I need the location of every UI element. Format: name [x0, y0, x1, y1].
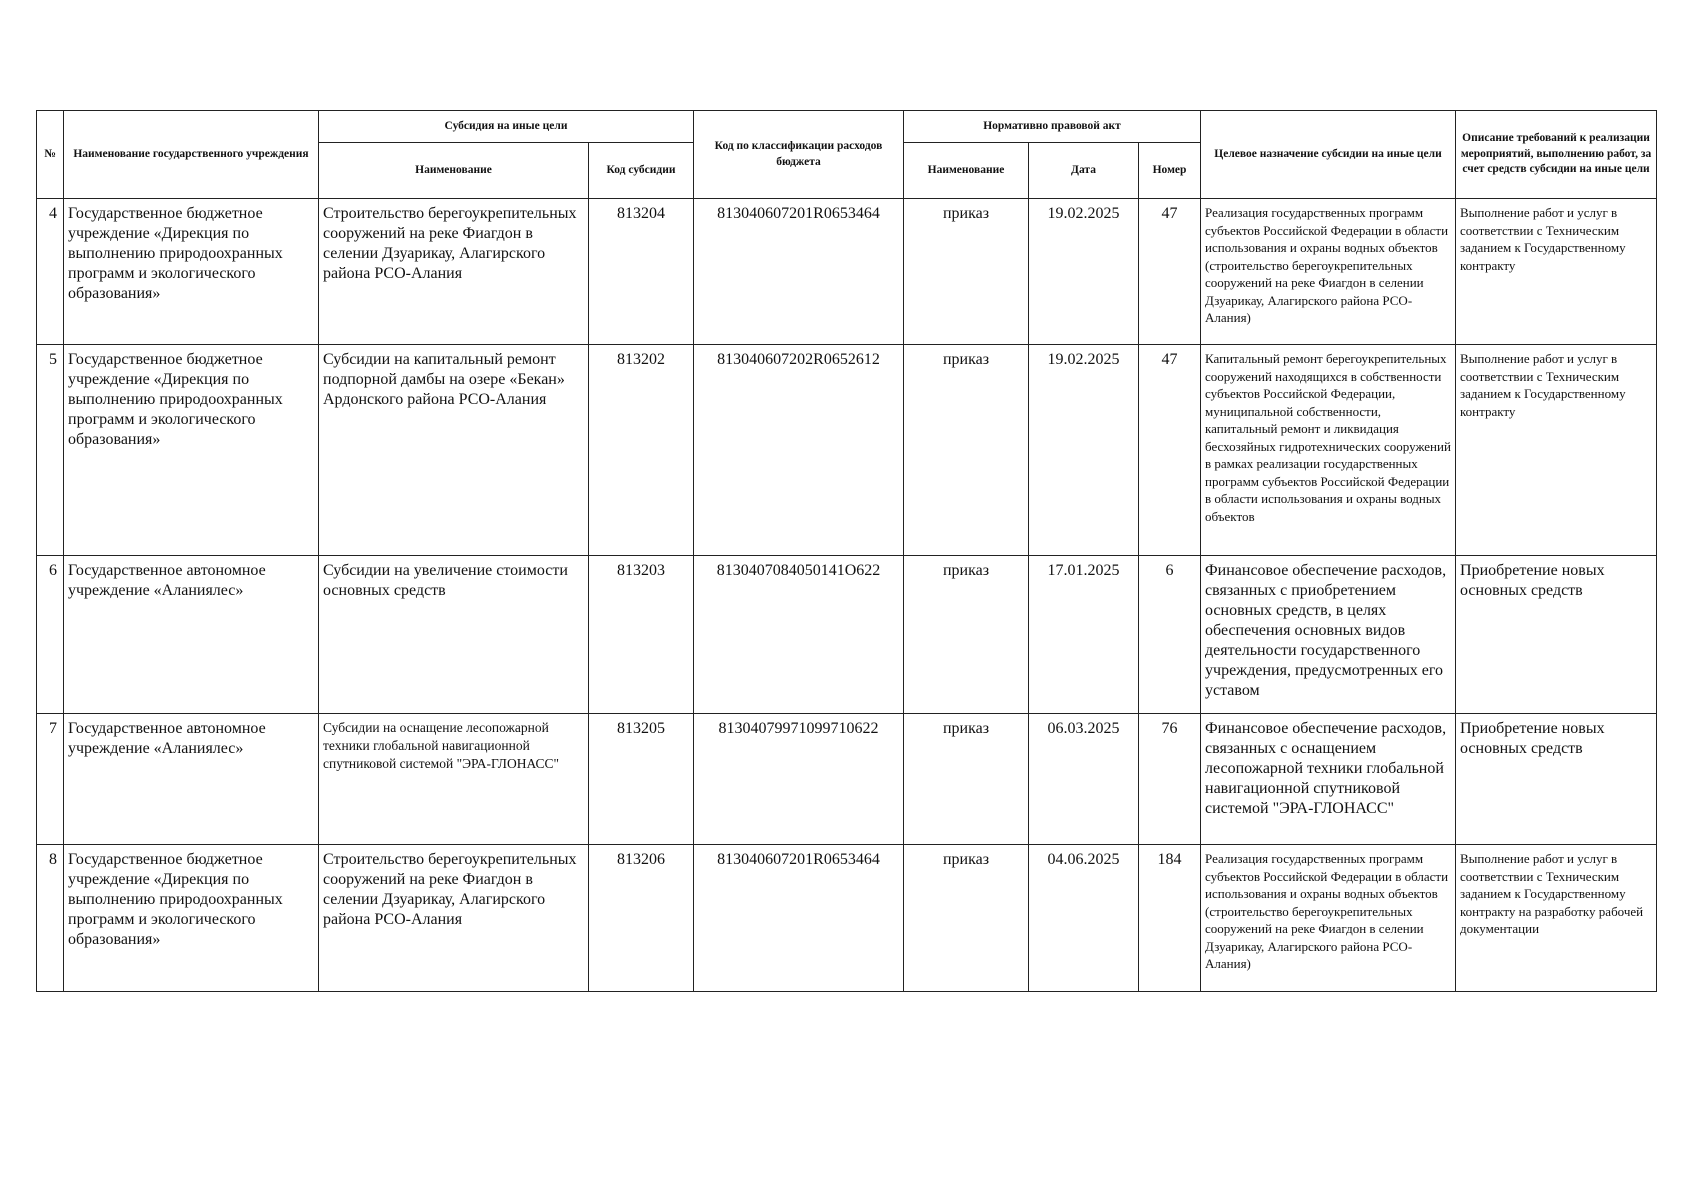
institution-name: Государственное бюджетное учреждение «Дирекция по выполнению природоохранных программ и экологического образования» — [68, 205, 283, 302]
header-row-top — [37, 111, 1657, 143]
act-name: приказ — [942, 851, 990, 868]
row-number: 8 — [49, 851, 57, 868]
header-act-number: Номер — [1139, 143, 1201, 199]
subsidy-name: Субсидии на увеличение стоимости основных средств — [323, 562, 568, 599]
header-requirements: Описание требований к реализации мероприятий, выполнению работ, за счет средств субсидии на иные цели — [1456, 111, 1657, 199]
budget-code: 813040607202R0652612 — [717, 351, 880, 368]
subsidy-code: 813203 — [617, 562, 665, 579]
purpose-text: Финансовое обеспечение расходов, связанных с оснащением лесопожарной техники глобальной навигационной спутниковой системой "ЭРА-ГЛОНАСС" — [1205, 720, 1447, 817]
act-name: приказ — [942, 562, 990, 579]
row-number: 7 — [49, 720, 57, 737]
subsidy-code: 813205 — [617, 720, 665, 737]
requirements-text: Выполнение работ и услуг в соответствии с Техническим заданием к Государственному контракту — [1460, 205, 1626, 273]
subsidy-code: 813204 — [617, 205, 665, 222]
act-date: 19.02.2025 — [1047, 351, 1120, 368]
act-number: 76 — [1161, 720, 1178, 737]
act-name: приказ — [942, 351, 990, 368]
subsidy-table — [36, 110, 1657, 992]
table-row — [37, 714, 1657, 845]
subsidy-name: Строительство берегоукрепительных сооружений на реке Фиагдон в селении Дзуарикау, Алагирского района РСО-Алания — [323, 205, 577, 282]
subsidy-name: Субсидии на капитальный ремонт подпорной дамбы на озере «Бекан» Ардонского района РСО-Алания — [323, 351, 565, 408]
requirements-text: Выполнение работ и услуг в соответствии с Техническим заданием к Государственному контракту на разработку рабочей документации — [1460, 851, 1644, 937]
budget-code: 813040607201R0653464 — [717, 851, 880, 868]
row-number: 6 — [49, 562, 57, 579]
subsidy-code: 813202 — [617, 351, 665, 368]
institution-name: Государственное автономное учреждение «Аланиялес» — [68, 720, 266, 757]
purpose-text: Капитальный ремонт берегоукрепительных сооружений находящихся в собственности субъектов Российской Федерации, муниципальной собственности, капитальный ремонт и ликвидация бесхозяйных гидротехнических сооружений в рамках реализации государственных программ субъектов Российской Федерации в области использования и охраны водных объектов — [1205, 351, 1451, 524]
table-row — [37, 845, 1657, 992]
table-row — [37, 345, 1657, 556]
header-subsidy-group: Субсидия на иные цели — [319, 111, 694, 143]
header-purpose: Целевое назначение субсидии на иные цели — [1201, 111, 1456, 199]
act-date: 04.06.2025 — [1047, 851, 1120, 868]
table-row — [37, 556, 1657, 714]
act-date: 06.03.2025 — [1047, 720, 1120, 737]
act-name: приказ — [942, 205, 990, 222]
row-number: 4 — [49, 205, 57, 222]
act-date: 17.01.2025 — [1047, 562, 1120, 579]
budget-code: 81304079971099710622 — [718, 720, 879, 737]
act-number: 184 — [1157, 851, 1182, 868]
subsidy-name: Субсидии на оснащение лесопожарной техники глобальной навигационной спутниковой системой "ЭРА-ГЛОНАСС" — [323, 720, 560, 772]
act-number: 6 — [1165, 562, 1174, 579]
header-institution: Наименование государственного учреждения — [64, 111, 319, 199]
header-subsidy-name: Наименование — [319, 143, 589, 199]
act-number: 47 — [1161, 205, 1178, 222]
header-act-date: Дата — [1029, 143, 1139, 199]
subsidy-name: Строительство берегоукрепительных сооружений на реке Фиагдон в селении Дзуарикау, Алагирского района РСО-Алания — [323, 851, 577, 928]
budget-code: 8130407084050141О622 — [716, 562, 881, 579]
purpose-text: Реализация государственных программ субъектов Российской Федерации в области использования и охраны водных объектов (строительство берегоукрепительных сооружений на реке Фиагдон в селении Дзуарикау, Алагирского района РСО-Алания) — [1205, 851, 1449, 972]
act-number: 47 — [1161, 351, 1178, 368]
purpose-text: Финансовое обеспечение расходов, связанных с приобретением основных средств, в целях обеспечения основных видов деятельности государственного учреждения, предусмотренных его уставом — [1205, 562, 1447, 699]
budget-code: 813040607201R0653464 — [717, 205, 880, 222]
header-act-name: Наименование — [904, 143, 1029, 199]
institution-name: Государственное бюджетное учреждение «Дирекция по выполнению природоохранных программ и экологического образования» — [68, 351, 283, 448]
requirements-text: Приобретение новых основных средств — [1460, 720, 1605, 757]
header-subsidy-code: Код субсидии — [589, 143, 694, 199]
header-no: № — [37, 111, 64, 199]
requirements-text: Приобретение новых основных средств — [1460, 562, 1605, 599]
institution-name: Государственное бюджетное учреждение «Дирекция по выполнению природоохранных программ и экологического образования» — [68, 851, 283, 948]
row-number: 5 — [49, 351, 57, 368]
purpose-text: Реализация государственных программ субъектов Российской Федерации в области использования и охраны водных объектов (строительство берегоукрепительных сооружений на реке Фиагдон в селении Дзуарикау, Алагирского района РСО-Алания) — [1205, 205, 1449, 326]
act-date: 19.02.2025 — [1047, 205, 1120, 222]
table-row — [37, 199, 1657, 345]
institution-name: Государственное автономное учреждение «Аланиялес» — [68, 562, 266, 599]
header-budget-code: Код по классификации расходов бюджета — [694, 111, 904, 199]
subsidy-code: 813206 — [617, 851, 665, 868]
requirements-text: Выполнение работ и услуг в соответствии с Техническим заданием к Государственному контракту — [1460, 351, 1626, 419]
act-name: приказ — [942, 720, 990, 737]
header-act-group: Нормативно правовой акт — [904, 111, 1201, 143]
